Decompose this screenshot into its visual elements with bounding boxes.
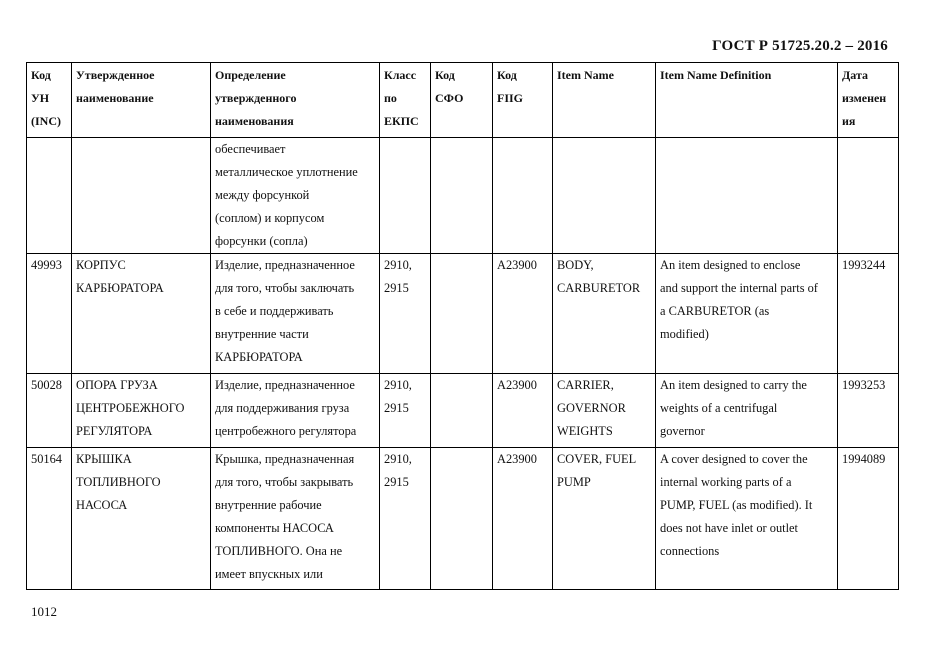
cell-sfo-code xyxy=(431,374,493,448)
cell-item-name-definition xyxy=(656,138,838,254)
column-header-definition: Определение утвержденного наименования xyxy=(211,63,380,138)
item-name-table xyxy=(26,62,899,590)
cell-approved-name: КОРПУС КАРБЮРАТОРА xyxy=(72,254,211,374)
cell-inc-code: 49993 xyxy=(27,254,72,374)
cell-item-name xyxy=(553,138,656,254)
page-number: 1012 xyxy=(31,604,57,619)
column-header-change-date: Дата изменен ия xyxy=(838,63,899,138)
cell-fiig-code xyxy=(493,138,553,254)
cell-change-date: 1993244 xyxy=(838,254,899,374)
column-header-inc-code: Код УН (INC) xyxy=(27,63,72,138)
cell-item-name: BODY, CARBURETOR xyxy=(553,254,656,374)
cell-ekps-class xyxy=(380,138,431,254)
cell-approved-name xyxy=(72,138,211,254)
cell-inc-code: 50164 xyxy=(27,448,72,590)
cell-ekps-class: 2910, 2915 xyxy=(380,254,431,374)
cell-fiig-code: A23900 xyxy=(493,448,553,590)
table-row xyxy=(27,448,899,590)
cell-item-name-definition: A cover designed to cover the internal working parts of a PUMP, FUEL (as modified). It does not have inlet or outlet connections xyxy=(656,448,838,590)
cell-definition: Крышка, предназначенная для того, чтобы закрывать внутренние рабочие компоненты НАСОСА ТОПЛИВНОГО. Она не имеет впускных или xyxy=(211,448,380,590)
cell-ekps-class: 2910, 2915 xyxy=(380,448,431,590)
cell-fiig-code: A23900 xyxy=(493,254,553,374)
column-header-approved-name: Утвержденное наименование xyxy=(72,63,211,138)
cell-item-name-definition: An item designed to enclose and support the internal parts of a CARBURETOR (as modified) xyxy=(656,254,838,374)
table-header-row xyxy=(27,63,899,138)
table-row xyxy=(27,374,899,448)
cell-item-name: CARRIER, GOVERNOR WEIGHTS xyxy=(553,374,656,448)
cell-definition: Изделие, предназначенное для поддерживания груза центробежного регулятора xyxy=(211,374,380,448)
cell-sfo-code xyxy=(431,138,493,254)
column-header-item-name-definition: Item Name Definition xyxy=(656,63,838,138)
cell-approved-name: ОПОРА ГРУЗА ЦЕНТРОБЕЖНОГО РЕГУЛЯТОРА xyxy=(72,374,211,448)
cell-definition: обеспечивает металлическое уплотнение между форсункой (соплом) и корпусом форсунки (сопла) xyxy=(211,138,380,254)
cell-change-date: 1994089 xyxy=(838,448,899,590)
column-header-fiig-code: Код FIIG xyxy=(493,63,553,138)
cell-item-name-definition: An item designed to carry the weights of a centrifugal governor xyxy=(656,374,838,448)
cell-item-name: COVER, FUEL PUMP xyxy=(553,448,656,590)
document-title: ГОСТ Р 51725.20.2 – 2016 xyxy=(712,38,888,54)
column-header-ekps-class: Класс по ЕКПС xyxy=(380,63,431,138)
cell-inc-code: 50028 xyxy=(27,374,72,448)
cell-sfo-code xyxy=(431,448,493,590)
table-row xyxy=(27,138,899,254)
cell-sfo-code xyxy=(431,254,493,374)
cell-fiig-code: A23900 xyxy=(493,374,553,448)
cell-approved-name: КРЫШКА ТОПЛИВНОГО НАСОСА xyxy=(72,448,211,590)
cell-inc-code xyxy=(27,138,72,254)
cell-definition: Изделие, предназначенное для того, чтобы заключать в себе и поддерживать внутренние части КАРБЮРАТОРА xyxy=(211,254,380,374)
cell-change-date: 1993253 xyxy=(838,374,899,448)
table-row xyxy=(27,254,899,374)
column-header-sfo-code: Код СФО xyxy=(431,63,493,138)
cell-ekps-class: 2910, 2915 xyxy=(380,374,431,448)
column-header-item-name: Item Name xyxy=(553,63,656,138)
cell-change-date xyxy=(838,138,899,254)
